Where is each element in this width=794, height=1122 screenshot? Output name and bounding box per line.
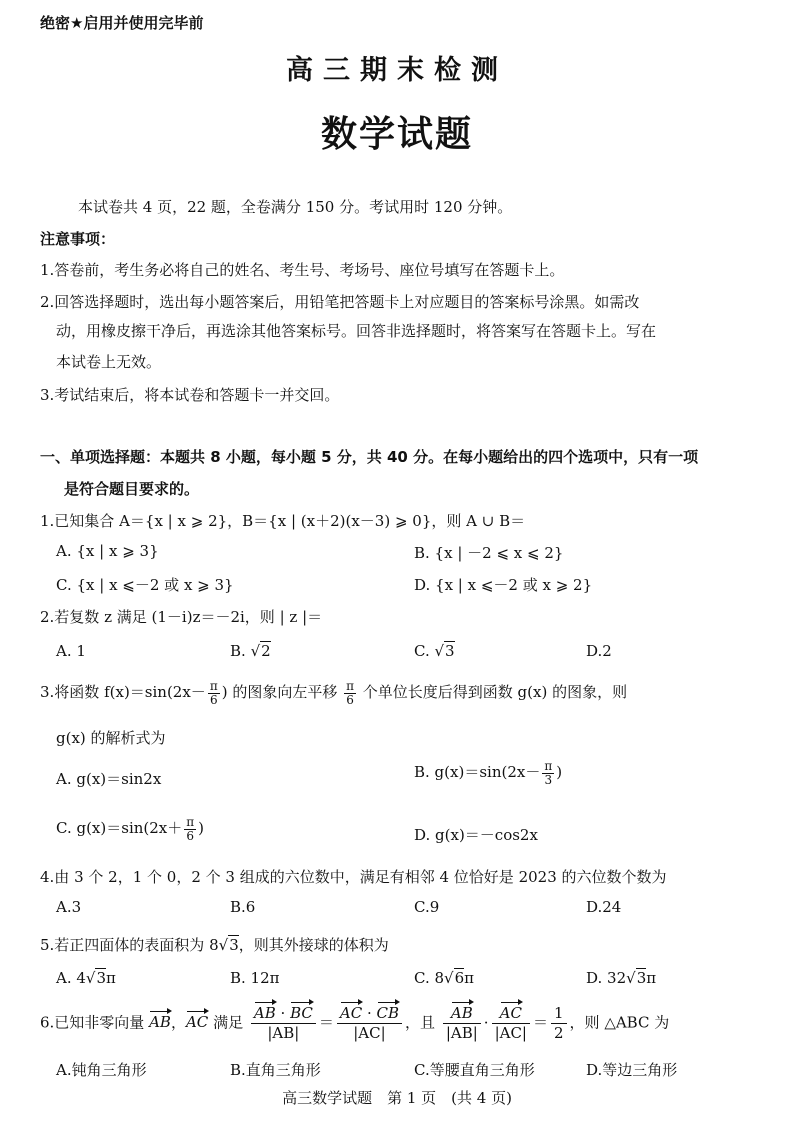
question-5-stem: 5.若正四面体的表面积为 8√3，则其外接球的体积为: [40, 936, 389, 954]
stem-part: 个单位长度后得到函数 g(x) 的图象，则: [362, 683, 628, 702]
question-3-option-c: C. g(x)＝sin(2x＋ $\frac{\pi}{6}$ ): [56, 815, 205, 843]
question-4-stem: 4.由 3 个 2，1 个 0，2 个 3 组成的六位数中，满足有相邻 4 位恰好是 2023 的六位数个数为: [40, 868, 667, 886]
question-2-option-a: A. 1: [56, 642, 86, 660]
note-item: 3.考试结束后，将本试卷和答题卡一并交回。: [40, 386, 340, 404]
question-6-stem: 6.已知非零向量 AB，AC 满足 $\frac{AB \cdot BC}{|AB|}$ ＝ $\frac{AC \cdot CB}{|AC|}$ ，且 $\frac{AB}{|AB|}$ · $\frac{AC}{|AC|}$ ＝ $\frac{1}{2}$ ，则 △ABC 为: [40, 1004, 670, 1042]
question-1-option-d: D. {x | x ⩽－2 或 x ⩾ 2}: [414, 576, 593, 594]
subject-title: 数学试题: [320, 114, 473, 155]
question-6-option-c: C.等腰直角三角形: [414, 1061, 535, 1079]
question-3-option-a: A. g(x)＝sin2x: [56, 770, 162, 788]
question-6-option-b: B.直角三角形: [230, 1061, 321, 1079]
unit-vector-fraction: $\frac{AC}{|AC|}$: [492, 1004, 530, 1043]
sqrt-value: 2: [261, 642, 271, 660]
question-3-stem: [40, 680, 627, 706]
question-4-option-a: A.3: [56, 898, 82, 916]
question-4-option-d: D.24: [586, 898, 622, 916]
section-heading: 一、单项选择题：本题共 8 小题，每小题 5 分，共 40 分。在每小题给出的四个选项中，只有一项: [40, 448, 699, 466]
question-4-option-c: C.9: [414, 898, 440, 916]
sqrt-value: 3: [445, 642, 455, 660]
question-2-option-d: D.2: [586, 642, 612, 660]
question-5-option-a: A. 4√3π: [56, 969, 116, 987]
unit-vector-fraction: $\frac{AB}{|AB|}$: [443, 1004, 481, 1043]
question-1-option-c: C. {x | x ⩽－2 或 x ⩾ 3}: [56, 576, 234, 594]
question-2-option-b: B. √2: [230, 642, 271, 660]
half-fraction: $\frac{1}{2}$: [551, 1004, 567, 1043]
note-item: 本试卷上无效。: [56, 353, 162, 371]
confidential-label: 绝密★启用并使用完毕前: [40, 14, 204, 32]
note-item: 2.回答选择题时，选出每小题答案后，用铅笔把答题卡上对应题目的答案标号涂黑。如需改: [40, 293, 640, 311]
question-6-option-d: D.等边三角形: [586, 1061, 678, 1079]
page-footer: 高三数学试题 第 1 页 (共 4 页): [282, 1089, 512, 1107]
fraction-pi-6: $\frac{\pi}{6}$: [209, 679, 218, 707]
question-5-option-c: C. 8√6π: [414, 969, 474, 987]
question-3-stem-cont: g(x) 的解析式为: [56, 729, 166, 747]
fraction-pi-6: $\frac{\pi}{6}$: [346, 679, 354, 707]
vector-fraction: $\frac{AB \cdot BC}{|AB|}$: [251, 1004, 316, 1043]
question-1-option-b: B. {x | －2 ⩽ x ⩽ 2}: [414, 544, 564, 562]
vector-fraction: $\frac{AC \cdot CB}{|AC|}$: [337, 1004, 402, 1043]
notes-heading: 注意事项：: [40, 230, 116, 248]
intro-text: 本试卷共 4 页，22 题，全卷满分 150 分。考试用时 120 分钟。: [78, 198, 513, 216]
option-label: B.: [230, 642, 246, 660]
question-4-option-b: B.6: [230, 898, 256, 916]
note-item: 1.答卷前，考生务必将自己的姓名、考生号、考场号、座位号填写在答题卡上。: [40, 261, 565, 279]
question-2-stem: 2.若复数 z 满足 (1－i)z＝－2i，则 | z |＝: [40, 608, 323, 626]
question-1-option-a: A. {x | x ⩾ 3}: [56, 542, 159, 560]
question-2-option-c: C. √3: [414, 642, 455, 660]
question-6-option-a: A.钝角三角形: [56, 1061, 147, 1079]
exam-title: 高三期末检测: [286, 55, 508, 86]
question-5-option-d: D. 32√3π: [586, 969, 657, 987]
stem-part: 3.将函数 f(x)＝sin(2x－: [40, 683, 206, 702]
section-heading-cont: 是符合题目要求的。: [64, 480, 200, 498]
question-5-option-b: B. 12π: [230, 969, 280, 987]
option-label: C.: [414, 642, 430, 660]
question-3-option-d: D. g(x)＝－cos2x: [414, 826, 538, 844]
stem-part: ) 的图象向左平移: [221, 683, 338, 702]
question-3-option-b: B. g(x)＝sin(2x－ $\frac{\pi}{3}$ ): [414, 759, 563, 787]
question-1-stem: 1.已知集合 A＝{x | x ⩾ 2}，B＝{x | (x＋2)(x－3) ⩾ 0}，则 A ∪ B＝: [40, 512, 526, 530]
note-item: 动，用橡皮擦干净后，再选涂其他答案标号。回答非选择题时，将答案写在答题卡上。写在: [56, 322, 657, 340]
